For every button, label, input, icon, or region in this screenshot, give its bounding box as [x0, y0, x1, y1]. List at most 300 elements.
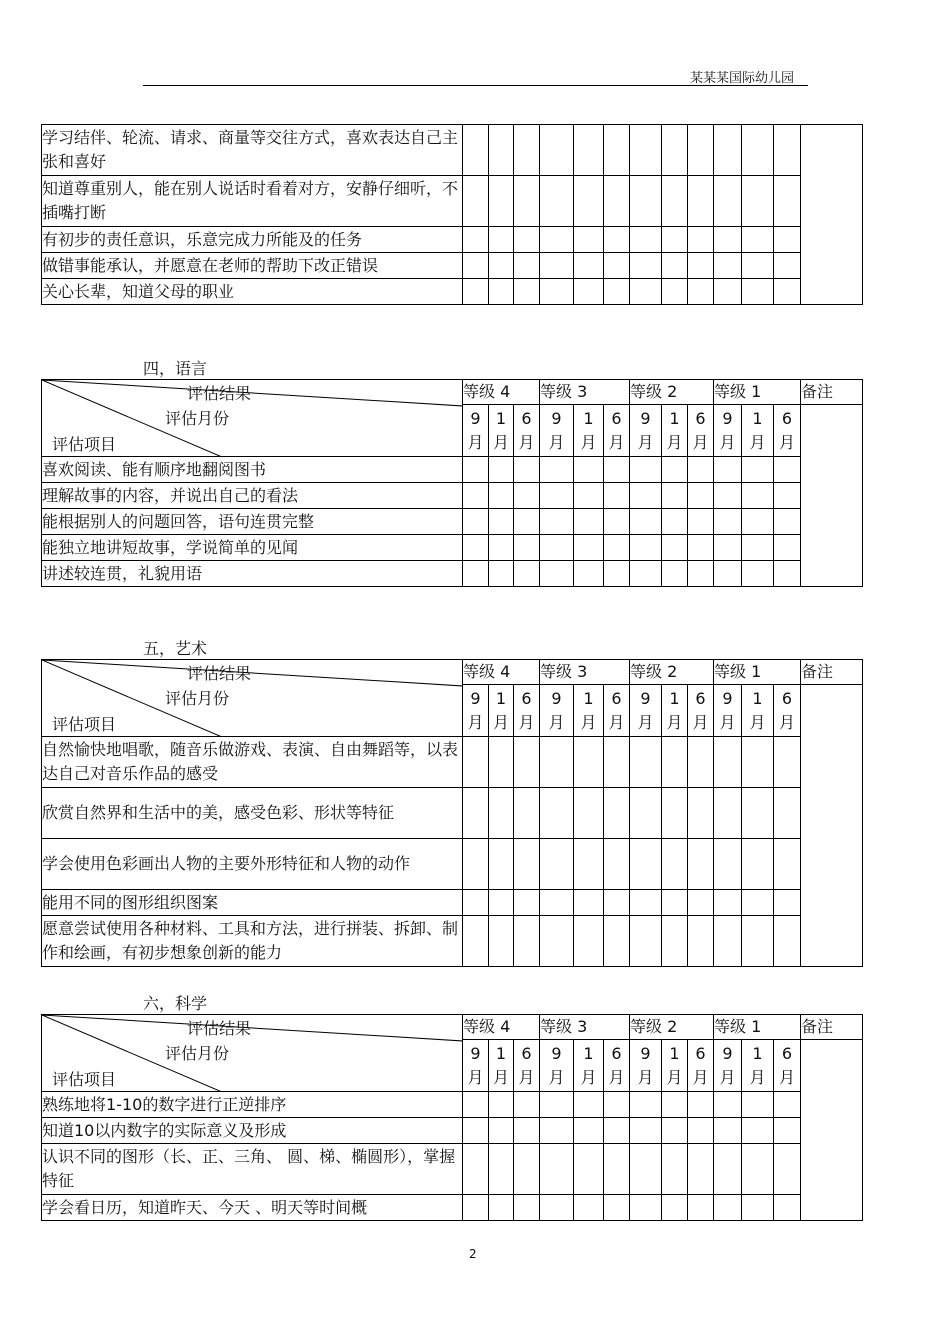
art-assessment-table	[41, 659, 863, 967]
rating-cell[interactable]	[774, 279, 801, 305]
rating-cell[interactable]	[540, 227, 574, 253]
rating-cell[interactable]	[630, 890, 662, 916]
assessment-item: 做错事能承认，并愿意在老师的帮助下改正错误	[42, 253, 463, 279]
header-school-name: 某某某国际幼儿园	[690, 71, 795, 86]
rating-cell[interactable]	[630, 839, 662, 890]
assessment-item: 能独立地讲短故事，学说简单的见闻	[42, 535, 463, 561]
month-header-cell: 6 月	[774, 685, 801, 737]
rating-cell[interactable]	[688, 457, 714, 483]
rating-cell[interactable]	[688, 176, 714, 227]
rating-cell[interactable]	[604, 253, 630, 279]
assessment-item: 能用不同的图形组织图案	[42, 890, 463, 916]
rating-cell[interactable]	[714, 279, 742, 305]
rating-cell[interactable]	[489, 890, 514, 916]
rating-cell[interactable]	[540, 483, 574, 509]
rating-cell[interactable]	[630, 1195, 662, 1221]
rating-cell[interactable]	[688, 509, 714, 535]
rating-cell[interactable]	[714, 457, 742, 483]
rating-cell[interactable]	[630, 279, 662, 305]
rating-cell[interactable]	[463, 483, 489, 509]
section-title-language: 四，语言	[143, 359, 208, 378]
rating-cell[interactable]	[489, 253, 514, 279]
level-2-header: 等级 2	[630, 380, 714, 405]
month-header-cell: 9 月	[630, 685, 662, 737]
month-header-cell: 1 月	[662, 1040, 688, 1092]
rating-cell[interactable]	[463, 737, 489, 788]
rating-cell[interactable]	[662, 737, 688, 788]
rating-cell[interactable]	[540, 457, 574, 483]
assessment-item: 有初步的责任意识，乐意完成力所能及的任务	[42, 227, 463, 253]
rating-cell[interactable]	[514, 125, 540, 176]
header-month-label: 评估月份	[165, 1044, 230, 1063]
rating-cell[interactable]	[662, 839, 688, 890]
rating-cell[interactable]	[714, 227, 742, 253]
rating-cell[interactable]	[463, 457, 489, 483]
rating-cell[interactable]	[514, 1092, 540, 1118]
rating-cell[interactable]	[489, 509, 514, 535]
rating-cell[interactable]	[540, 788, 574, 839]
level-4-header: 等级 4	[463, 1015, 540, 1040]
month-header-cell: 6 月	[604, 405, 630, 457]
rating-cell[interactable]	[714, 839, 742, 890]
rating-cell[interactable]	[688, 561, 714, 587]
rating-cell[interactable]	[774, 176, 801, 227]
rating-cell[interactable]	[662, 535, 688, 561]
assessment-item: 喜欢阅读、能有顺序地翻阅图书	[42, 457, 463, 483]
rating-cell[interactable]	[574, 279, 604, 305]
rating-cell[interactable]	[688, 788, 714, 839]
rating-cell[interactable]	[774, 737, 801, 788]
month-header-cell: 9 月	[463, 405, 489, 457]
rating-cell[interactable]	[489, 1195, 514, 1221]
rating-cell[interactable]	[514, 1195, 540, 1221]
month-header-cell: 6 月	[774, 405, 801, 457]
rating-cell[interactable]	[514, 1144, 540, 1195]
rating-cell[interactable]	[630, 1144, 662, 1195]
rating-cell[interactable]	[742, 788, 774, 839]
rating-cell[interactable]	[489, 483, 514, 509]
rating-cell[interactable]	[489, 535, 514, 561]
rating-cell[interactable]	[540, 253, 574, 279]
rating-cell[interactable]	[630, 176, 662, 227]
rating-cell[interactable]	[630, 483, 662, 509]
rating-cell[interactable]	[574, 483, 604, 509]
rating-cell[interactable]	[463, 1092, 489, 1118]
header-corner-cell	[42, 1015, 463, 1092]
rating-cell[interactable]	[688, 1144, 714, 1195]
rating-cell[interactable]	[662, 176, 688, 227]
rating-cell[interactable]	[630, 916, 662, 967]
month-header-cell: 9 月	[540, 1040, 574, 1092]
rating-cell[interactable]	[463, 253, 489, 279]
rating-cell[interactable]	[540, 279, 574, 305]
rating-cell[interactable]	[742, 1118, 774, 1144]
level-1-header: 等级 1	[714, 380, 801, 405]
rating-cell[interactable]	[540, 839, 574, 890]
assessment-item: 知道尊重别人，能在别人说话时看着对方，安静仔细听，不插嘴打断	[42, 176, 463, 227]
rating-cell[interactable]	[540, 890, 574, 916]
rating-cell[interactable]	[662, 457, 688, 483]
rating-cell[interactable]	[774, 916, 801, 967]
remark-cell	[801, 1040, 863, 1221]
rating-cell[interactable]	[662, 561, 688, 587]
remark-header: 备注	[801, 380, 863, 405]
rating-cell[interactable]	[604, 561, 630, 587]
rating-cell[interactable]	[574, 561, 604, 587]
rating-cell[interactable]	[463, 176, 489, 227]
rating-cell[interactable]	[604, 1144, 630, 1195]
rating-cell[interactable]	[774, 125, 801, 176]
rating-cell[interactable]	[662, 788, 688, 839]
rating-cell[interactable]	[604, 457, 630, 483]
rating-cell[interactable]	[714, 1118, 742, 1144]
rating-cell[interactable]	[604, 227, 630, 253]
rating-cell[interactable]	[514, 279, 540, 305]
rating-cell[interactable]	[574, 1092, 604, 1118]
header-item-label: 评估项目	[52, 435, 117, 454]
rating-cell[interactable]	[489, 1144, 514, 1195]
month-header-cell: 9 月	[630, 405, 662, 457]
rating-cell[interactable]	[662, 253, 688, 279]
rating-cell[interactable]	[514, 509, 540, 535]
rating-cell[interactable]	[714, 253, 742, 279]
rating-cell[interactable]	[742, 535, 774, 561]
rating-cell[interactable]	[540, 737, 574, 788]
rating-cell[interactable]	[714, 1092, 742, 1118]
rating-cell[interactable]	[604, 483, 630, 509]
assessment-item: 能根据别人的问题回答，语句连贯完整	[42, 509, 463, 535]
rating-cell[interactable]	[574, 1144, 604, 1195]
rating-cell[interactable]	[742, 1092, 774, 1118]
rating-cell[interactable]	[714, 1144, 742, 1195]
rating-cell[interactable]	[574, 509, 604, 535]
rating-cell[interactable]	[714, 483, 742, 509]
header-month-label: 评估月份	[165, 689, 230, 708]
rating-cell[interactable]	[514, 890, 540, 916]
rating-cell[interactable]	[774, 1118, 801, 1144]
rating-cell[interactable]	[489, 839, 514, 890]
level-3-header: 等级 3	[540, 380, 630, 405]
rating-cell[interactable]	[574, 176, 604, 227]
rating-cell[interactable]	[463, 916, 489, 967]
rating-cell[interactable]	[742, 1144, 774, 1195]
rating-cell[interactable]	[604, 916, 630, 967]
section-title-art: 五，艺术	[143, 639, 208, 658]
rating-cell[interactable]	[742, 227, 774, 253]
rating-cell[interactable]	[574, 457, 604, 483]
month-header-cell: 9 月	[714, 685, 742, 737]
month-header-cell: 1 月	[742, 685, 774, 737]
rating-cell[interactable]	[662, 1118, 688, 1144]
rating-cell[interactable]	[742, 1195, 774, 1221]
rating-cell[interactable]	[574, 535, 604, 561]
rating-cell[interactable]	[662, 890, 688, 916]
rating-cell[interactable]	[774, 457, 801, 483]
rating-cell[interactable]	[630, 1092, 662, 1118]
header-month-label: 评估月份	[165, 409, 230, 428]
rating-cell[interactable]	[742, 839, 774, 890]
rating-cell[interactable]	[604, 839, 630, 890]
month-header-cell: 6 月	[774, 1040, 801, 1092]
rating-cell[interactable]	[463, 1144, 489, 1195]
rating-cell[interactable]	[774, 509, 801, 535]
rating-cell[interactable]	[540, 561, 574, 587]
rating-cell[interactable]	[574, 125, 604, 176]
rating-cell[interactable]	[662, 279, 688, 305]
rating-cell[interactable]	[714, 176, 742, 227]
remark-header: 备注	[801, 1015, 863, 1040]
rating-cell[interactable]	[714, 916, 742, 967]
rating-cell[interactable]	[714, 561, 742, 587]
rating-cell[interactable]	[662, 916, 688, 967]
rating-cell[interactable]	[540, 176, 574, 227]
assessment-item: 欣赏自然界和生活中的美，感受色彩、形状等特征	[42, 788, 463, 839]
rating-cell[interactable]	[742, 561, 774, 587]
rating-cell[interactable]	[463, 561, 489, 587]
rating-cell[interactable]	[463, 125, 489, 176]
rating-cell[interactable]	[714, 535, 742, 561]
rating-cell[interactable]	[514, 737, 540, 788]
rating-cell[interactable]	[514, 457, 540, 483]
rating-cell[interactable]	[489, 457, 514, 483]
month-header-cell: 6 月	[688, 405, 714, 457]
rating-cell[interactable]	[574, 1195, 604, 1221]
rating-cell[interactable]	[463, 1195, 489, 1221]
rating-cell[interactable]	[463, 509, 489, 535]
remark-cell	[801, 405, 863, 587]
month-header-cell: 9 月	[630, 1040, 662, 1092]
rating-cell[interactable]	[662, 1092, 688, 1118]
rating-cell[interactable]	[714, 1195, 742, 1221]
assessment-item: 知道10以内数字的实际意义及形成	[42, 1118, 463, 1144]
rating-cell[interactable]	[514, 839, 540, 890]
rating-cell[interactable]	[688, 737, 714, 788]
rating-cell[interactable]	[514, 535, 540, 561]
rating-cell[interactable]	[742, 279, 774, 305]
rating-cell[interactable]	[540, 1118, 574, 1144]
rating-cell[interactable]	[574, 839, 604, 890]
rating-cell[interactable]	[774, 227, 801, 253]
rating-cell[interactable]	[688, 1118, 714, 1144]
rating-cell[interactable]	[630, 561, 662, 587]
rating-cell[interactable]	[489, 737, 514, 788]
rating-cell[interactable]	[574, 227, 604, 253]
rating-cell[interactable]	[774, 1195, 801, 1221]
month-header-cell: 9 月	[714, 405, 742, 457]
rating-cell[interactable]	[489, 916, 514, 967]
rating-cell[interactable]	[688, 253, 714, 279]
assessment-item: 认识不同的图形（长、正、三角、 圆、梯、椭圆形），掌握特征	[42, 1144, 463, 1195]
header-corner-cell	[42, 660, 463, 737]
rating-cell[interactable]	[742, 457, 774, 483]
rating-cell[interactable]	[514, 788, 540, 839]
month-header-cell: 1 月	[742, 405, 774, 457]
rating-cell[interactable]	[489, 1092, 514, 1118]
remark-cell	[801, 685, 863, 967]
rating-cell[interactable]	[742, 253, 774, 279]
rating-cell[interactable]	[574, 916, 604, 967]
month-header-cell: 9 月	[463, 1040, 489, 1092]
rating-cell[interactable]	[489, 125, 514, 176]
rating-cell[interactable]	[688, 1195, 714, 1221]
science-assessment-table	[41, 1014, 863, 1221]
rating-cell[interactable]	[489, 788, 514, 839]
rating-cell[interactable]	[540, 125, 574, 176]
page-number: 2	[469, 1247, 477, 1261]
rating-cell[interactable]	[630, 509, 662, 535]
level-2-header: 等级 2	[630, 1015, 714, 1040]
rating-cell[interactable]	[714, 737, 742, 788]
rating-cell[interactable]	[540, 1144, 574, 1195]
assessment-item: 关心长辈，知道父母的职业	[42, 279, 463, 305]
rating-cell[interactable]	[662, 227, 688, 253]
month-header-cell: 1 月	[662, 685, 688, 737]
rating-cell[interactable]	[774, 839, 801, 890]
rating-cell[interactable]	[774, 561, 801, 587]
rating-cell[interactable]	[540, 509, 574, 535]
rating-cell[interactable]	[574, 890, 604, 916]
rating-cell[interactable]	[604, 1195, 630, 1221]
month-header-cell: 1 月	[489, 685, 514, 737]
rating-cell[interactable]	[540, 916, 574, 967]
assessment-item: 愿意尝试使用各种材料、工具和方法，进行拼装、拆卸、制作和绘画，有初步想象创新的能力	[42, 916, 463, 967]
rating-cell[interactable]	[688, 483, 714, 509]
assessment-item: 学会看日历，知道昨天、今天 、明天等时间概	[42, 1195, 463, 1221]
rating-cell[interactable]	[714, 788, 742, 839]
rating-cell[interactable]	[630, 788, 662, 839]
rating-cell[interactable]	[774, 483, 801, 509]
header-item-label: 评估项目	[52, 1070, 117, 1089]
month-header-cell: 6 月	[604, 685, 630, 737]
month-header-cell: 9 月	[540, 685, 574, 737]
rating-cell[interactable]	[463, 279, 489, 305]
rating-cell[interactable]	[514, 916, 540, 967]
month-header-cell: 9 月	[714, 1040, 742, 1092]
rating-cell[interactable]	[774, 788, 801, 839]
rating-cell[interactable]	[688, 279, 714, 305]
rating-cell[interactable]	[489, 1118, 514, 1144]
month-header-cell: 9 月	[463, 685, 489, 737]
header-item-label: 评估项目	[52, 715, 117, 734]
rating-cell[interactable]	[574, 737, 604, 788]
rating-cell[interactable]	[540, 1092, 574, 1118]
rating-cell[interactable]	[540, 1195, 574, 1221]
rating-cell[interactable]	[688, 839, 714, 890]
rating-cell[interactable]	[688, 916, 714, 967]
month-header-cell: 1 月	[574, 1040, 604, 1092]
rating-cell[interactable]	[489, 176, 514, 227]
level-1-header: 等级 1	[714, 660, 801, 685]
rating-cell[interactable]	[630, 457, 662, 483]
rating-cell[interactable]	[774, 535, 801, 561]
rating-cell[interactable]	[742, 509, 774, 535]
rating-cell[interactable]	[688, 125, 714, 176]
rating-cell[interactable]	[688, 1092, 714, 1118]
rating-cell[interactable]	[742, 737, 774, 788]
month-header-cell: 1 月	[662, 405, 688, 457]
month-header-cell: 6 月	[604, 1040, 630, 1092]
rating-cell[interactable]	[742, 890, 774, 916]
rating-cell[interactable]	[742, 176, 774, 227]
rating-cell[interactable]	[774, 890, 801, 916]
rating-cell[interactable]	[714, 125, 742, 176]
rating-cell[interactable]	[514, 561, 540, 587]
assessment-item: 学会使用色彩画出人物的主要外形特征和人物的动作	[42, 839, 463, 890]
rating-cell[interactable]	[463, 1118, 489, 1144]
rating-cell[interactable]	[604, 535, 630, 561]
rating-cell[interactable]	[630, 535, 662, 561]
rating-cell[interactable]	[604, 737, 630, 788]
month-header-cell: 9 月	[540, 405, 574, 457]
rating-cell[interactable]	[604, 890, 630, 916]
rating-cell[interactable]	[742, 483, 774, 509]
rating-cell[interactable]	[662, 1144, 688, 1195]
rating-cell[interactable]	[774, 1092, 801, 1118]
rating-cell[interactable]	[604, 509, 630, 535]
header-result-label: 评估结果	[187, 384, 252, 403]
rating-cell[interactable]	[514, 1118, 540, 1144]
rating-cell[interactable]	[514, 483, 540, 509]
rating-cell[interactable]	[688, 227, 714, 253]
rating-cell[interactable]	[574, 1118, 604, 1144]
rating-cell[interactable]	[714, 509, 742, 535]
language-assessment-table	[41, 379, 863, 587]
rating-cell[interactable]	[489, 561, 514, 587]
rating-cell[interactable]	[662, 125, 688, 176]
assessment-item: 自然愉快地唱歌，随音乐做游戏、表演、自由舞蹈等，以表达自己对音乐作品的感受	[42, 737, 463, 788]
rating-cell[interactable]	[662, 483, 688, 509]
rating-cell[interactable]	[604, 279, 630, 305]
section-title-science: 六，科学	[143, 994, 208, 1013]
rating-cell[interactable]	[688, 890, 714, 916]
rating-cell[interactable]	[630, 227, 662, 253]
rating-cell[interactable]	[514, 176, 540, 227]
rating-cell[interactable]	[604, 125, 630, 176]
rating-cell[interactable]	[540, 535, 574, 561]
rating-cell[interactable]	[604, 788, 630, 839]
rating-cell[interactable]	[514, 253, 540, 279]
rating-cell[interactable]	[574, 788, 604, 839]
rating-cell[interactable]	[630, 1118, 662, 1144]
rating-cell[interactable]	[630, 125, 662, 176]
rating-cell[interactable]	[489, 227, 514, 253]
rating-cell[interactable]	[604, 1118, 630, 1144]
rating-cell[interactable]	[463, 839, 489, 890]
rating-cell[interactable]	[604, 176, 630, 227]
rating-cell[interactable]	[630, 737, 662, 788]
rating-cell[interactable]	[714, 890, 742, 916]
rating-cell[interactable]	[742, 125, 774, 176]
rating-cell[interactable]	[662, 1195, 688, 1221]
rating-cell[interactable]	[742, 916, 774, 967]
rating-cell[interactable]	[489, 279, 514, 305]
month-header-cell: 1 月	[489, 1040, 514, 1092]
rating-cell[interactable]	[463, 890, 489, 916]
rating-cell[interactable]	[774, 253, 801, 279]
rating-cell[interactable]	[463, 535, 489, 561]
rating-cell[interactable]	[604, 1092, 630, 1118]
rating-cell[interactable]	[662, 509, 688, 535]
rating-cell[interactable]	[463, 788, 489, 839]
rating-cell[interactable]	[514, 227, 540, 253]
remark-cell	[801, 125, 863, 305]
rating-cell[interactable]	[574, 253, 604, 279]
rating-cell[interactable]	[688, 535, 714, 561]
rating-cell[interactable]	[463, 227, 489, 253]
social-assessment-table	[41, 124, 863, 305]
rating-cell[interactable]	[774, 1144, 801, 1195]
rating-cell[interactable]	[630, 253, 662, 279]
